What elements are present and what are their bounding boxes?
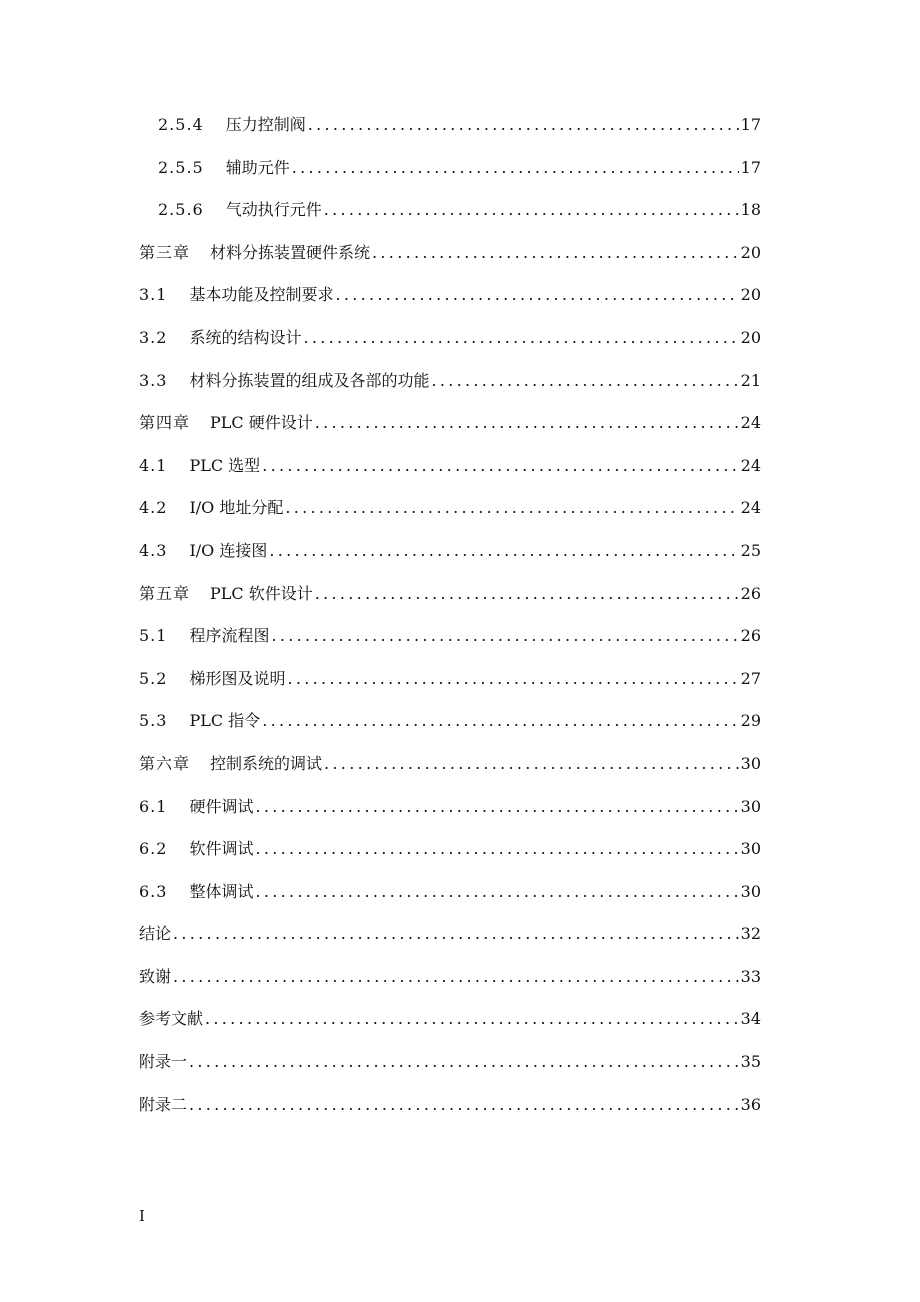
toc-entry-title: 梯形图及说明 — [189, 668, 286, 688]
toc-entry[interactable] — [139, 998, 761, 1041]
toc-entry-number: 5.3 — [139, 711, 168, 731]
toc-entry[interactable] — [139, 104, 761, 147]
toc-entry-number: 第四章 — [139, 413, 191, 433]
table-of-contents — [139, 104, 761, 1126]
toc-entry-number: 4.1 — [139, 455, 168, 475]
toc-entry-title: 基本功能及控制要求 — [189, 285, 334, 305]
toc-entry[interactable] — [139, 1041, 761, 1084]
toc-entry-number: 5.2 — [139, 668, 168, 688]
toc-leader-dots — [372, 232, 739, 275]
toc-entry-title: 致谢 — [139, 966, 172, 986]
toc-leader-dots — [292, 147, 739, 190]
toc-entry[interactable] — [139, 786, 761, 829]
toc-leader-dots — [335, 274, 738, 317]
toc-entry-title: 压力控制阀 — [225, 115, 306, 134]
toc-entry-title: 系统的结构设计 — [189, 327, 302, 347]
toc-entry-page: 26 — [740, 583, 761, 603]
toc-entry[interactable] — [139, 573, 761, 616]
toc-entry-title: 参考文献 — [139, 1009, 204, 1029]
toc-entry-title: 附录一 — [139, 1052, 188, 1072]
toc-entry-number: 第三章 — [139, 242, 191, 262]
toc-entry-title: 硬件调试 — [189, 796, 254, 816]
toc-entry-page: 34 — [740, 1009, 761, 1029]
toc-entry-page: 18 — [740, 200, 761, 220]
toc-entry-number: 6.2 — [139, 839, 168, 859]
toc-leader-dots — [255, 871, 738, 914]
toc-entry-page: 17 — [740, 157, 761, 177]
toc-leader-dots — [324, 743, 739, 786]
toc-leader-dots — [189, 1084, 739, 1127]
toc-entry-page: 29 — [740, 711, 761, 731]
toc-entry-page: 20 — [740, 285, 761, 305]
toc-entry-number: 6.3 — [139, 881, 168, 901]
toc-entry-title: 辅助元件 — [225, 157, 290, 177]
toc-entry-title: I/O 地址分配 — [189, 498, 284, 518]
toc-entry-page: 33 — [740, 966, 761, 986]
toc-entry-page: 30 — [740, 839, 761, 859]
toc-entry-title: 整体调试 — [189, 881, 254, 901]
page-number: I — [139, 1207, 145, 1225]
toc-entry[interactable] — [139, 360, 761, 403]
toc-entry[interactable] — [139, 871, 761, 914]
toc-entry[interactable] — [139, 445, 761, 488]
toc-entry-number: 4.2 — [139, 498, 168, 518]
toc-entry-number: 2.5.4 — [158, 115, 204, 134]
toc-entry[interactable] — [139, 232, 761, 275]
toc-entry-page: 20 — [740, 242, 761, 262]
toc-entry[interactable] — [139, 402, 761, 445]
toc-entry[interactable] — [139, 147, 761, 190]
toc-leader-dots — [303, 317, 738, 360]
toc-entry-title: PLC 选型 — [189, 455, 261, 475]
toc-entry-title: 材料分拣装置硬件系统 — [210, 242, 371, 262]
toc-leader-dots — [269, 530, 738, 573]
toc-leader-dots — [255, 786, 738, 829]
toc-entry-page: 30 — [740, 796, 761, 816]
toc-entry[interactable] — [139, 530, 761, 573]
toc-leader-dots — [324, 189, 739, 232]
toc-leader-dots — [431, 360, 738, 403]
toc-entry-number: 2.5.6 — [158, 200, 204, 220]
toc-leader-dots — [308, 104, 739, 147]
toc-entry-title: 结论 — [139, 924, 172, 944]
toc-entry[interactable] — [139, 1084, 761, 1127]
toc-entry-page: 36 — [740, 1094, 761, 1114]
toc-entry[interactable] — [139, 913, 761, 956]
toc-entry-title: PLC 硬件设计 — [210, 413, 313, 433]
toc-entry-page: 30 — [740, 881, 761, 901]
toc-entry-page: 35 — [740, 1052, 761, 1072]
toc-entry[interactable] — [139, 828, 761, 871]
toc-entry-page: 27 — [740, 668, 761, 688]
toc-entry-page: 21 — [740, 370, 761, 390]
toc-entry[interactable] — [139, 658, 761, 701]
toc-entry-page: 24 — [740, 498, 761, 518]
toc-entry-title: 附录二 — [139, 1094, 188, 1114]
toc-leader-dots — [262, 445, 738, 488]
toc-leader-dots — [173, 956, 739, 999]
toc-entry[interactable] — [139, 956, 761, 999]
toc-entry-title: PLC 软件设计 — [210, 583, 313, 603]
toc-entry[interactable] — [139, 317, 761, 360]
toc-entry-page: 32 — [740, 924, 761, 944]
toc-leader-dots — [189, 1041, 739, 1084]
toc-entry-page: 25 — [740, 540, 761, 560]
toc-leader-dots — [285, 487, 738, 530]
toc-entry-title: 气动执行元件 — [225, 200, 322, 220]
toc-entry-page: 26 — [740, 626, 761, 646]
toc-entry-number: 3.1 — [139, 285, 168, 305]
toc-entry-number: 2.5.5 — [158, 157, 204, 177]
toc-entry-title: 材料分拣装置的组成及各部的功能 — [189, 370, 430, 390]
toc-entry-title: 控制系统的调试 — [210, 753, 323, 773]
toc-entry-page: 20 — [740, 327, 761, 347]
toc-entry-number: 4.3 — [139, 540, 168, 560]
toc-entry-number: 5.1 — [139, 626, 168, 646]
toc-entry[interactable] — [139, 274, 761, 317]
toc-leader-dots — [315, 402, 739, 445]
toc-entry[interactable] — [139, 487, 761, 530]
toc-entry-page: 24 — [740, 455, 761, 475]
toc-entry-title: 软件调试 — [189, 839, 254, 859]
toc-leader-dots — [262, 700, 738, 743]
toc-leader-dots — [173, 913, 739, 956]
toc-entry-number: 6.1 — [139, 796, 168, 816]
toc-entry-page: 24 — [740, 413, 761, 433]
toc-entry[interactable] — [139, 615, 761, 658]
toc-entry[interactable] — [139, 700, 761, 743]
toc-entry-title: PLC 指令 — [189, 711, 261, 731]
toc-entry-number: 3.3 — [139, 370, 168, 390]
toc-leader-dots — [287, 658, 738, 701]
toc-entry-number: 第六章 — [139, 753, 191, 773]
toc-leader-dots — [255, 828, 738, 871]
toc-leader-dots — [205, 998, 739, 1041]
toc-entry-title: 程序流程图 — [189, 626, 270, 646]
toc-leader-dots — [271, 615, 738, 658]
toc-entry[interactable] — [139, 189, 761, 232]
toc-leader-dots — [315, 573, 739, 616]
toc-entry-title: I/O 连接图 — [189, 540, 268, 560]
toc-entry[interactable] — [139, 743, 761, 786]
toc-entry-number: 第五章 — [139, 583, 191, 603]
toc-entry-page: 30 — [740, 753, 761, 773]
toc-entry-page: 17 — [740, 115, 761, 134]
toc-entry-number: 3.2 — [139, 327, 168, 347]
